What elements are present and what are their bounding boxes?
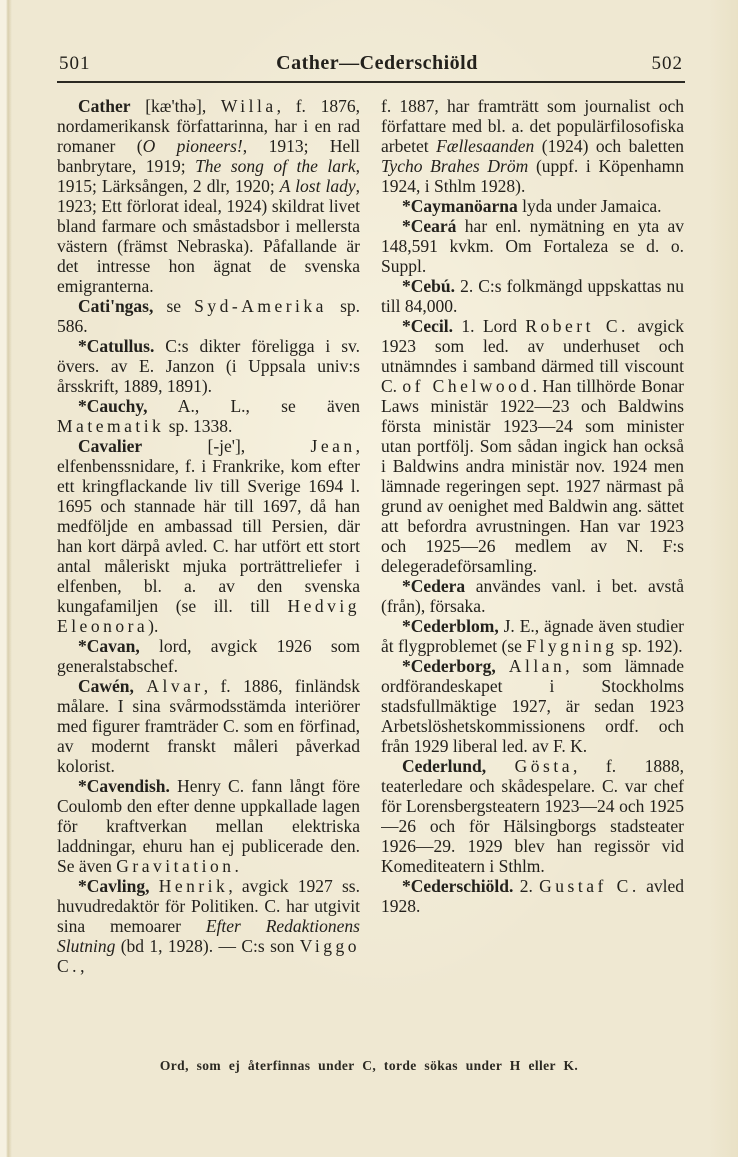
text-run bbox=[149, 876, 158, 896]
entry bbox=[381, 276, 684, 316]
entry bbox=[381, 576, 684, 616]
entry bbox=[381, 196, 684, 216]
running-head-title: Cather—Cederschiöld bbox=[276, 52, 478, 74]
entry-headword: *Catullus. bbox=[78, 336, 155, 356]
entry-headword: *Ceará bbox=[402, 216, 457, 236]
text-run: Willa bbox=[220, 96, 277, 116]
text-run: J. E., ägnade även studier åt flygproblemet (se bbox=[381, 616, 684, 656]
entry-headword: Cati'ngas, bbox=[78, 296, 154, 316]
entry bbox=[57, 296, 360, 336]
entry-headword: *Cecil. bbox=[402, 316, 454, 336]
entry bbox=[381, 216, 684, 276]
text-run: , 1915; Lärksången, 2 dlr, 1920; bbox=[57, 156, 360, 196]
header-rule bbox=[57, 81, 685, 83]
text-columns bbox=[57, 96, 685, 1058]
right-column bbox=[381, 96, 684, 1058]
entry-headword: Cawén, bbox=[78, 676, 134, 696]
entry-headword: *Cederschiöld. bbox=[402, 876, 514, 896]
text-run: Matematik bbox=[57, 416, 165, 436]
text-run: , avgick 1927 ss. huvudredaktör för Politiken. C. har utgivit sina memoarer bbox=[57, 876, 360, 936]
entry bbox=[57, 96, 360, 296]
text-run bbox=[486, 756, 515, 776]
text-run: 2. C:s folkmängd uppskattas nu till 84,000. bbox=[381, 276, 684, 316]
page-number-right: 502 bbox=[651, 53, 683, 74]
text-run: . Han tillhörde Bonar Laws ministär 1922—23 och Baldwins första ministär 1923—24 som minister utan portfölj. Som sådan ingick han också i Baldwins andra ministär nov. 1924 men lämnade regeringen sept. 1927 närmast på grund av oenighet med Baldwin ang. sättet att befordra avrustningen. Han var 1923 och 1925—26 medlem av N. F:s delegeradeförsamling. bbox=[381, 376, 684, 576]
entry-headword: Cederlund, bbox=[402, 756, 487, 776]
text-run: Efter Redaktionens Slutning bbox=[57, 916, 360, 956]
entry-headword: *Cavling, bbox=[78, 876, 150, 896]
text-run: har enl. nymätning en yta av 148,591 kvkm. Om Fortaleza se d. o. Suppl. bbox=[381, 216, 684, 276]
entry-headword: Cavalier bbox=[78, 436, 143, 456]
entry-headword: *Cedera bbox=[402, 576, 466, 596]
entry-headword: *Cavan, bbox=[78, 636, 140, 656]
entry-headword: *Cavendish. bbox=[78, 776, 170, 796]
text-run: Syd-Amerika bbox=[194, 296, 327, 316]
text-run: sp. 1338. bbox=[164, 416, 233, 436]
text-run: , bbox=[80, 956, 85, 976]
text-run: Gösta bbox=[514, 756, 573, 776]
entry-headword: *Caymanöarna bbox=[402, 196, 518, 216]
text-run: lord, avgick 1926 som generalstabschef. bbox=[57, 636, 360, 676]
text-run: , elfenbenssnidare, f. i Frankrike, kom efter ett kringflackande liv till Sverige 1694 l. 1695 och stannade här till 1697, då han medföljde en ambassad till Persien, där han kort därpå avled. C. har utfört ett stort antal måleriskt mjuka porträttreliefer i elfenben, bl. a. av den svenska kungafamiljen (se ill. till bbox=[57, 436, 360, 616]
entry bbox=[57, 336, 360, 396]
text-run: Viggo C. bbox=[57, 936, 360, 976]
text-run bbox=[496, 656, 509, 676]
text-run: , f. 1888, teaterledare och skådespelare. C. var chef för Lorensbergsteatern 1923—24 och 1925—26 och för Hälsingborgs stadsteater 1926—29. 1929 blev han regissör vid Komediteatern i Sthlm. bbox=[381, 756, 684, 876]
entry bbox=[381, 316, 684, 576]
entry bbox=[57, 396, 360, 436]
entry-headword: *Cederblom, bbox=[402, 616, 499, 636]
text-run: 2. bbox=[513, 876, 540, 896]
text-run: (uppf. i Köpenhamn 1924, i Sthlm 1928). bbox=[381, 156, 684, 196]
text-run: of Chelwood bbox=[402, 376, 533, 396]
text-run: Henrik bbox=[158, 876, 229, 896]
text-run: Gravitation bbox=[116, 856, 235, 876]
text-run: Alvar bbox=[146, 676, 204, 696]
text-run: Jean bbox=[310, 436, 356, 456]
text-run: [kæ'thə], bbox=[130, 96, 221, 116]
text-run: Gustaf C. bbox=[539, 876, 640, 896]
text-run: A lost lady bbox=[279, 176, 356, 196]
text-run: O pioneers! bbox=[142, 136, 243, 156]
text-run: , f. 1886, finländsk målare. I sina svårmodsstämda interiörer med figurer framträder C. som en förfinad, av modernt franskt måleri påverkad kolorist. bbox=[57, 676, 360, 776]
entry bbox=[57, 636, 360, 676]
text-run: , som lämnade ordförandeskapet i Stockholms stadsfullmäktige 1927, är sedan 1923 Arbetslöshetskommissionens ordf. och från 1929 liberal led. av F. K. bbox=[381, 656, 684, 756]
entry-headword: *Cederborg, bbox=[402, 656, 496, 676]
entry-continuation bbox=[381, 96, 684, 196]
text-run: The song of the lark bbox=[195, 156, 356, 176]
text-run: ). bbox=[148, 616, 159, 636]
entry bbox=[57, 776, 360, 876]
text-run bbox=[134, 676, 146, 696]
text-run: , 1923; Ett förlorat ideal, 1924) skildrat livet bland farmare och småstadsbor i mellersta västern (främst Nebraska). Påfallande är det intresse hon ägnat de svenska emigranterna. bbox=[57, 176, 360, 296]
text-run: Fællesaanden bbox=[436, 136, 535, 156]
left-column bbox=[57, 96, 360, 1058]
text-run: sp. 586. bbox=[57, 296, 360, 336]
text-run: se bbox=[153, 296, 195, 316]
text-run: Tycho Brahes Dröm bbox=[381, 156, 529, 176]
text-run: (1924) och baletten bbox=[534, 136, 684, 156]
text-run: sp. 192). bbox=[617, 636, 683, 656]
entry-headword: Cather bbox=[78, 96, 131, 116]
page-header bbox=[57, 52, 685, 75]
entry-headword: *Cebú. bbox=[402, 276, 455, 296]
text-run: Hedvig Eleonora bbox=[57, 596, 360, 636]
entry-headword: *Cauchy, bbox=[78, 396, 148, 416]
entry bbox=[57, 436, 360, 636]
text-run: Robert C. bbox=[525, 316, 629, 336]
text-run: lyda under Jamaica. bbox=[517, 196, 662, 216]
text-run: 1. Lord bbox=[453, 316, 526, 336]
text-run: avgick 1923 som led. av underhuset och utnämndes i samband därmed till viscount C. bbox=[381, 316, 684, 396]
text-run: användes vanl. i bet. avstå (från), försaka. bbox=[381, 576, 684, 616]
entry bbox=[381, 616, 684, 656]
text-run: avled 1928. bbox=[381, 876, 684, 916]
text-run: Allan bbox=[508, 656, 566, 676]
text-run: . bbox=[234, 856, 239, 876]
text-run: , f. 1876, nordamerikansk författarinna, har i en rad romaner ( bbox=[57, 96, 360, 156]
text-run: , 1913; Hell banbrytare, 1919; bbox=[57, 136, 360, 176]
footer-note: Ord, som ej återfinnas under C, torde sökas under H eller K. bbox=[159, 1058, 579, 1073]
text-run: f. 1887, har framträtt som journalist och författare med bl. a. det populärfilosofiska arbetet bbox=[381, 96, 684, 156]
text-run: Henry C. fann långt före Coulomb den efter denne uppkallade lagen för kraftverkan mellan elektriska laddningar, ehuru han ej publicerade den. Se även bbox=[57, 776, 360, 876]
text-run: C:s dikter föreligga i sv. övers. av E. Janzon (i Uppsala univ:s årsskrift, 1889, 1891). bbox=[57, 336, 360, 396]
entry bbox=[381, 656, 684, 756]
page-number-left: 501 bbox=[59, 53, 91, 74]
entry bbox=[381, 756, 684, 876]
entry bbox=[57, 676, 360, 776]
text-run: Flygning bbox=[526, 636, 618, 656]
text-run: (bd 1, 1928). — C:s son bbox=[115, 936, 300, 956]
entry bbox=[57, 876, 360, 976]
entry bbox=[381, 876, 684, 916]
text-run: A., L., se även bbox=[147, 396, 360, 416]
text-run: [-je'], bbox=[142, 436, 311, 456]
